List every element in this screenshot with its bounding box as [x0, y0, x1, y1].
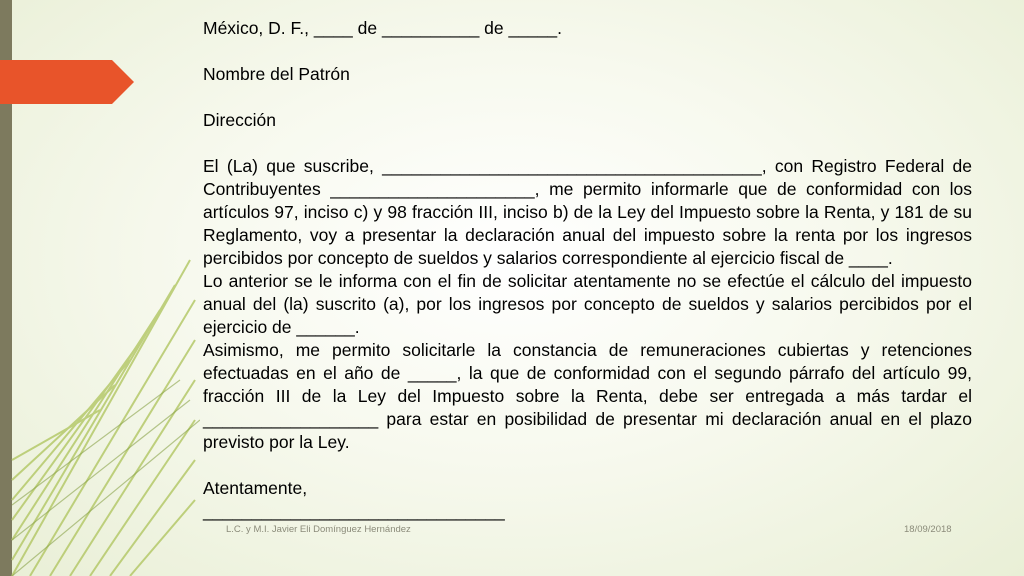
footer-author: L.C. y M.I. Javier Eli Domínguez Hernández [226, 524, 411, 535]
closing: Atentamente, [203, 478, 308, 498]
signature-line: _______________________________ [203, 501, 505, 521]
footer-date: 18/09/2018 [904, 524, 952, 535]
paragraph-certificate: Asimismo, me permito solicitarle la constancia de remuneraciones cubiertas y retenciones efectuadas en el año de _____, la que de conformidad con el segundo párrafo del artículo 99, fracción III de la Ley del Impuesto sobre la Renta, debe ser entregada a más tardar el __________________ para estar en posibilidad de presentar mi declaración anual en el plazo previsto por la Ley. [203, 340, 972, 452]
employer-name: Nombre del Patrón [203, 64, 350, 84]
paragraph-request: Lo anterior se le informa con el fin de solicitar atentamente no se efectúe el cálculo del impuesto anual del (la) suscrito (a), por los ingresos por concepto de sueldos y salarios percibidos por el ejercicio de ______. [203, 271, 972, 337]
address-line: Dirección [203, 110, 276, 130]
date-line: México, D. F., ____ de __________ de _____. [203, 18, 563, 38]
green-diagonal-decoration [0, 0, 200, 576]
paragraph-declaration: El (La) que suscribe, _______________________________________, con Registro Federal de Contribuyentes _____________________, me permito informarle que de conformidad con los artículos 97, inciso c) y 98 fracción III, inciso b) de la Ley del Impuesto sobre la Renta, y 181 de su Reglamento, voy a presentar la declaración anual del impuesto sobre la renta por los ingresos percibidos por concepto de sueldos y salarios correspondiente al ejercicio fiscal de ____. [203, 156, 972, 268]
letter-body [203, 17, 972, 523]
